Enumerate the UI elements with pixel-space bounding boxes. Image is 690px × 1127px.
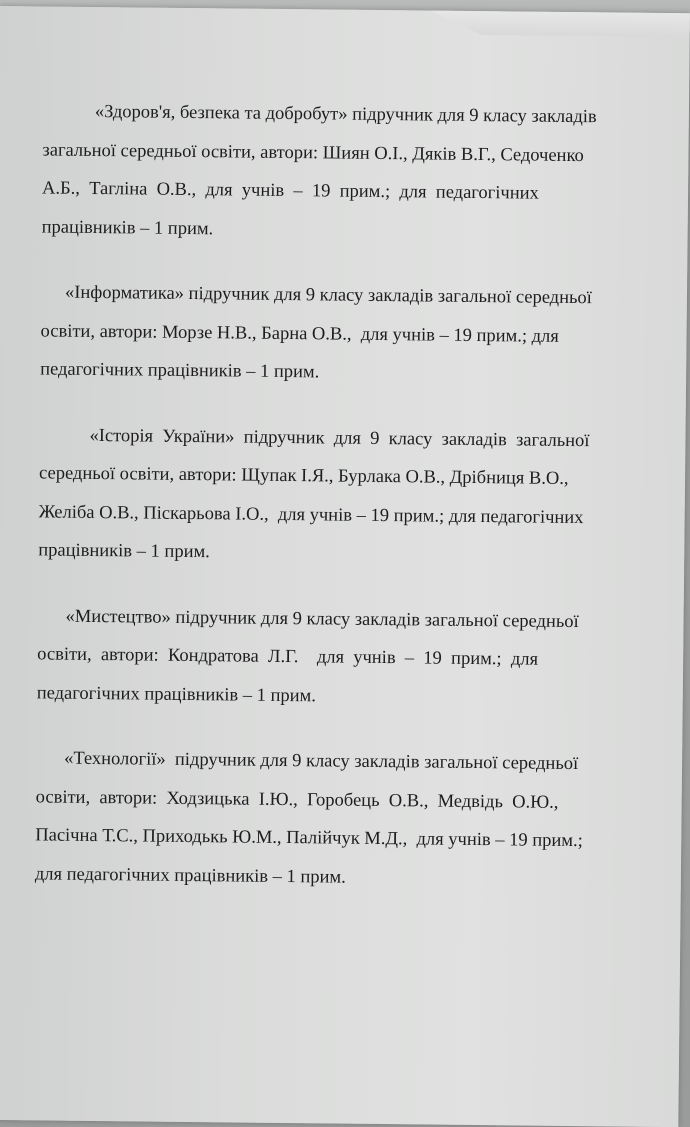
entry-line: освіти, автори: Ходзицька І.Ю., Горобець О.В., Медвідь О.Ю., (35, 786, 559, 813)
page-top-edge (430, 11, 690, 38)
entry-line: освіти, автори: Морзе Н.В., Барна О.В., для учнів – 19 прим.; для (40, 320, 559, 347)
entry-line: педагогічних працівників – 1 прим. (36, 682, 317, 706)
entry-line: Пасічна Т.С., Приходькь Ю.М., Палійчук М.Д., для учнів – 19 прим.; (35, 825, 583, 852)
entry-line: «Історія України» підручник для 9 класу закладів загальної (89, 425, 590, 451)
entry-line: середньої освіти, автори: Щупак І.Я., Бурлака О.В., Дрібниця В.О., (39, 463, 569, 489)
entry-line: «Інформатика» підручник для 9 класу закладів загальної середньої (64, 282, 592, 309)
entry-line: працiвникiв – 1 прим. (41, 216, 214, 239)
textbook-entry-informatics (40, 273, 627, 395)
entry-line: А.Б., Таглiна О.В., для учнів – 19 прим.; для педагогічних (41, 178, 539, 204)
entry-line: працівників – 1 прим. (38, 540, 210, 563)
textbook-entry-health-safety (41, 92, 629, 252)
entry-line: Желіба О.В., Піскарьова І.О., для учнів – 19 прим.; для педагогічних (38, 501, 584, 528)
entry-line: загальної середньої освіти, автори: Шиян О.І., Дяків В.Г., Седоченко (42, 139, 584, 166)
entry-line: для педагогічних працівників – 1 прим. (34, 863, 346, 888)
textbook-entry-history-ukraine (38, 416, 626, 576)
entry-line: педагогічних працівників – 1 прим. (40, 359, 320, 383)
entry-line: «Технології» підручник для 9 класу закладів загальної середньої (64, 748, 579, 775)
textbook-entry-technologies (35, 739, 623, 899)
textbook-entry-art (37, 597, 624, 719)
document-page (0, 6, 690, 1127)
entry-line: «Здоров'я, безпека та добробут» підручник для 9 класу закладів (94, 102, 597, 128)
entry-line: «Мистецтво» підручник для 9 класу закладів загальної середньої (65, 606, 579, 632)
document-body (34, 92, 629, 926)
entry-line: освіти, автори: Кондратова Л.Г. для учнів – 19 прим.; для (37, 644, 539, 670)
